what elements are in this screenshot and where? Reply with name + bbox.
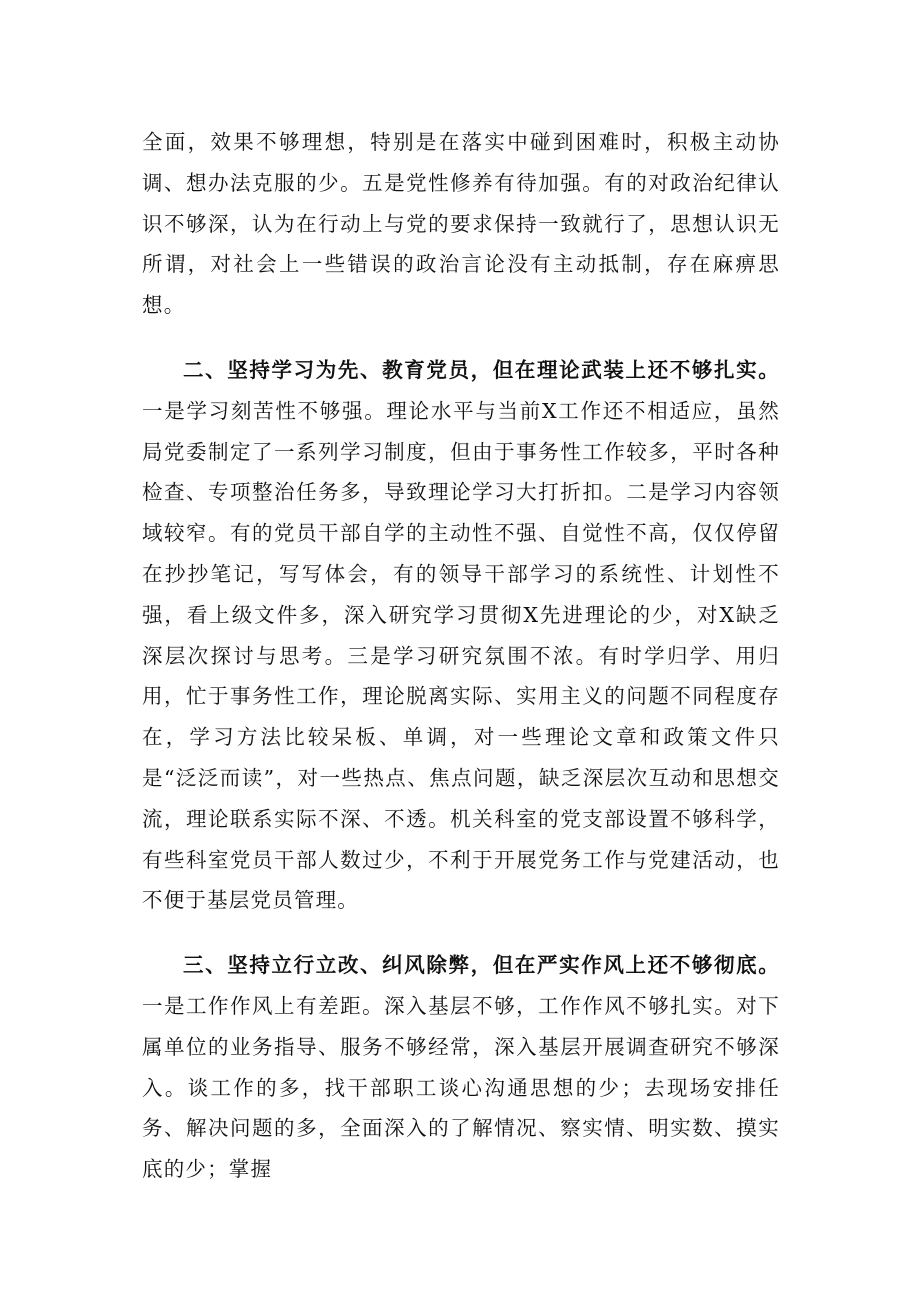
- section-heading: 二、坚持学习为先、教育党员，但在理论武装上还不够扎实。: [183, 357, 780, 382]
- paragraph-text: 一是工作作风上有差距。深入基层不够，工作作风不够扎实。对下属单位的业务指导、服务不够经常，深入基层开展调查研究不够深入。谈工作的多，找干部职工谈心沟通思想的少；去现场安排任务、解决问题的多，全面深入的了解情况、察实情、明实数、摸实底的少；掌握: [142, 993, 780, 1182]
- paragraph-continuation: [142, 122, 780, 326]
- document-page: [142, 122, 780, 1190]
- paragraph-text: 全面，效果不够理想，特别是在落实中碰到困难时，积极主动协调、想办法克服的少。五是党性修养有待加强。有的对政治纪律认识不够深，认为在行动上与党的要求保持一致就行了，思想认识无所谓，对社会上一些错误的政治言论没有主动抵制，存在麻痹思想。: [142, 130, 780, 318]
- section-heading: 三、坚持立行立改、纠风除弊，但在严实作风上还不够彻底。: [183, 953, 780, 978]
- paragraph-section-two: [142, 350, 780, 921]
- paragraph-text: 一是学习刻苦性不够强。理论水平与当前X工作还不相适应，虽然局党委制定了一系列学习制度，但由于事务性工作较多，平时各种检查、专项整治任务多，导致理论学习大打折扣。二是学习内容领域较窄。有的党员干部自学的主动性不强、自觉性不高，仅仅停留在抄抄笔记，写写体会，有的领导干部学习的系统性、计划性不强，看上级文件多，深入研究学习贯彻X先进理论的少，对X缺乏深层次探讨与思考。三是学习研究氛围不浓。有时学归学、用归用，忙于事务性工作，理论脱离实际、实用主义的问题不同程度存在，学习方法比较呆板、单调，对一些理论文章和政策文件只是“泛泛而读”，对一些热点、焦点问题，缺乏深层次互动和思想交流，理论联系实际不深、不透。机关科室的党支部设置不够科学，有些科室党员干部人数过少，不利于开展党务工作与党建活动，也不便于基层党员管理。: [142, 398, 780, 913]
- paragraph-section-three: [142, 945, 780, 1190]
